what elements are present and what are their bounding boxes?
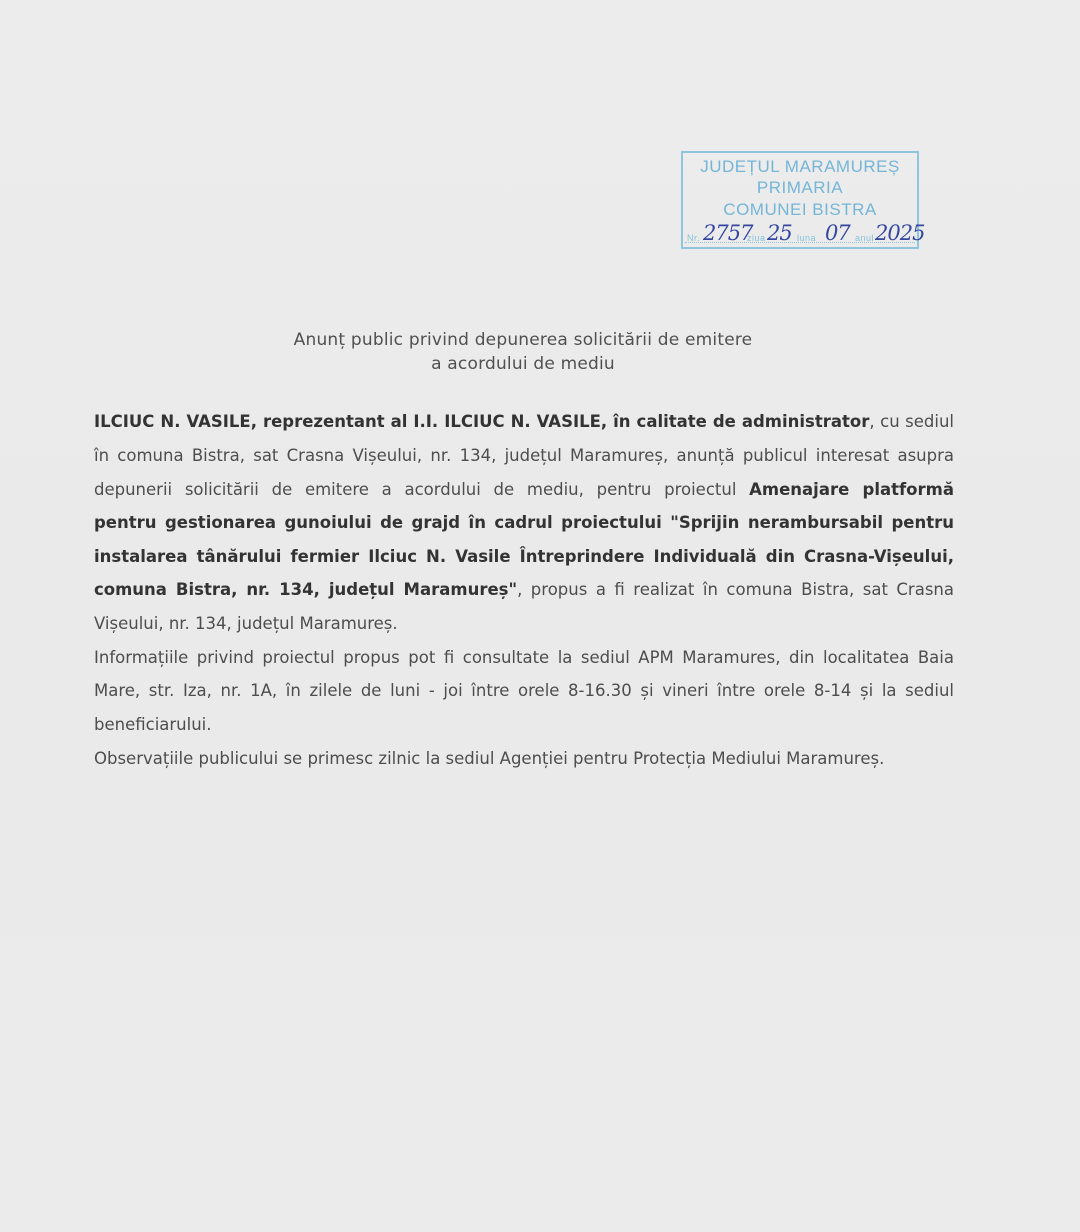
project-name-end: comuna Bistra, nr. 134, județul Maramureș" [94,580,518,599]
paragraph-line: Observațiile publicului se primesc zilnic la sediul Agenției pentru Protecția Mediului Maramureș. [94,749,885,768]
text-run: Vișeului, nr. 134, județul Maramureș. [94,614,398,633]
stamp-label-day: ziua [747,233,766,243]
registration-stamp [681,151,925,249]
stamp-month: 07 [825,221,850,245]
applicant-name-and-role: ILCIUC N. VASILE, reprezentant al I.I. ILCIUC N. VASILE, în calitate de administrator [94,412,870,431]
text-run: , cu sediul [869,412,954,431]
paragraph-line [94,614,954,633]
text-run: , propus a fi realizat în comuna Bistra, sat Crasna [517,580,954,599]
project-name-cont: pentru gestionarea gunoiului de grajd în cadrul proiectului "Sprijin nerambursabil pentru [94,513,954,532]
stamp-year: 2025 [875,221,925,245]
project-name-start: Amenajare platformă [749,480,954,499]
stamp-day: 25 [767,221,792,245]
paragraph-line [94,480,954,499]
paragraph-line: Informațiile privind proiectul propus pot fi consultate la sediul APM Maramures, din localitatea Baia [94,648,954,667]
stamp-label-year: anul [855,233,875,243]
document-title-line-1: Anunț public privind depunerea solicitării de emitere [293,330,753,350]
text-run: depunerii solicitării de emitere a acordului de mediu, pentru proiectul [94,480,750,499]
document-title-line-2: a acordului de mediu [431,354,615,374]
paragraph-line [94,446,954,465]
stamp-institution: PRIMARIA [756,178,844,197]
stamp-county: JUDEȚUL MARAMUREȘ [700,157,900,176]
paragraph-line: Mare, str. Iza, nr. 1A, în zilele de luni - joi între orele 8-16.30 și vineri între orele 8-14 și la sediul [94,681,954,700]
paragraph-line: beneficiarului. [94,715,212,734]
project-name-cont: instalarea tânărului fermier Ilciuc N. Vasile Întreprindere Individuală din Crasna-Vișeului, [94,547,954,566]
stamp-label-month: luna [797,233,817,243]
stamp-label-nr: Nr. [687,233,701,243]
paragraph-line [94,513,954,532]
stamp-reg-number: 2757 [703,221,753,245]
paragraph-line [94,580,954,599]
stamp-commune: COMUNEI BISTRA [723,200,877,219]
text-run: în comuna Bistra, sat Crasna Vișeului, nr. 134, județul Maramureș, anunță publicul interesat asupra [94,446,954,465]
paragraph-line [94,547,954,566]
stamp-registration-row [685,221,925,247]
paragraph-line [94,412,954,431]
